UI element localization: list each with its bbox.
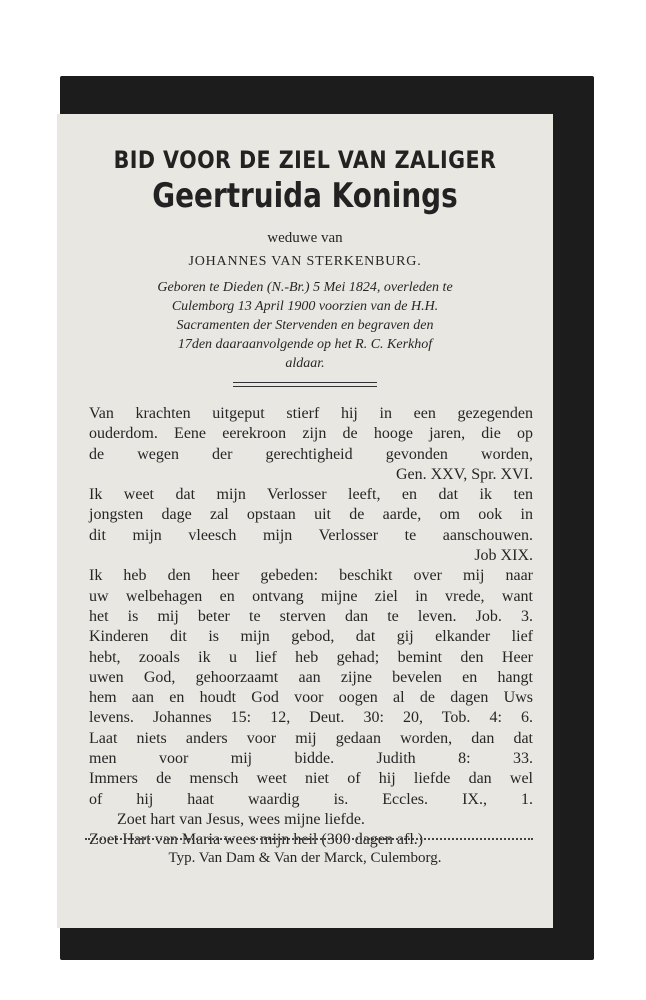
prayer-card [57,114,553,928]
husband-name: JOHANNES VAN STERKENBURG. [188,254,422,269]
scripture-reference: Gen. XXV, Spr. XVI. [395,465,533,483]
scripture-text [89,404,533,851]
text-line: Kinderen dit is mijn gebod, dat gij elkander lief [89,628,533,646]
invocation-line: Zoet hart van Jesus, wees mijne liefde. [117,810,365,828]
text-line: of hij haat waardig is. Eccles. IX., 1. [89,790,533,808]
text-line: Van krachten uitgeput stierf hij in een gezegenden [89,405,533,422]
printer-credit: Typ. Van Dam & Van der Marck, Culemborg. [168,850,442,866]
text-line: het is mij beter te sterven dan te leven. Job. 3. [89,607,533,625]
bio-line: 17den daaraanvolgende op het R. C. Kerkhof [177,337,433,352]
bio-line: Sacramenten der Stervenden en begraven den [176,318,434,333]
widow-of-label: weduwe van [267,230,343,246]
text-line: Immers de mensch weet niet of hij liefde dan wel [89,770,533,788]
text-line: levens. Johannes 15: 12, Deut. 30: 20, Tob. 4: 6. [89,709,533,727]
text-line: men voor mij bidde. Judith 8: 33. [89,750,533,768]
text-line: ouderdom. Eene eerekroon zijn de hooge jaren, die op [89,425,533,443]
text-line: hebt, zooals ik u lief heb gehad; bemint den Heer [89,648,533,666]
deceased-name: Geertruida Konings [152,176,458,216]
text-line: Ik heb den heer gebeden: beschikt over mij naar [89,567,533,585]
bio-line: Geboren te Dieden (N.-Br.) 5 Mei 1824, overleden te [157,280,453,295]
bio-line: aldaar. [285,356,325,371]
scripture-reference: Job XIX. [474,547,533,565]
text-line: Ik weet dat mijn Verlosser leeft, en dat ik ten [89,486,533,504]
text-line: Laat niets anders voor mij gedaan worden, dan dat [89,729,533,747]
biography [77,278,533,373]
card-title: BID VOOR DE ZIEL VAN ZALIGER [113,146,497,174]
dotted-separator [85,838,533,840]
text-line: uwen God, gehoorzaamt aan zijne bevelen en hangt [89,668,533,686]
text-line: de wegen der gerechtigheid gevonden worden, [89,445,533,463]
text-line: dit mijn vleesch mijn Verlosser te aanschouwen. [89,526,533,544]
text-line: uw welbehagen en ontvang mijne ziel in vrede, want [89,587,533,605]
double-rule-divider [233,382,377,390]
bio-line: Culemborg 13 April 1900 voorzien van de H.H. [171,299,439,314]
text-line: jongsten dage zal opstaan uit de aarde, om ook in [89,506,533,524]
text-line: hem aan en houdt God voor oogen al de dagen Uws [89,689,533,707]
invocation-line: Zoet Hart van Maria wees mijn heil (300 dagen afl.) [89,831,424,849]
